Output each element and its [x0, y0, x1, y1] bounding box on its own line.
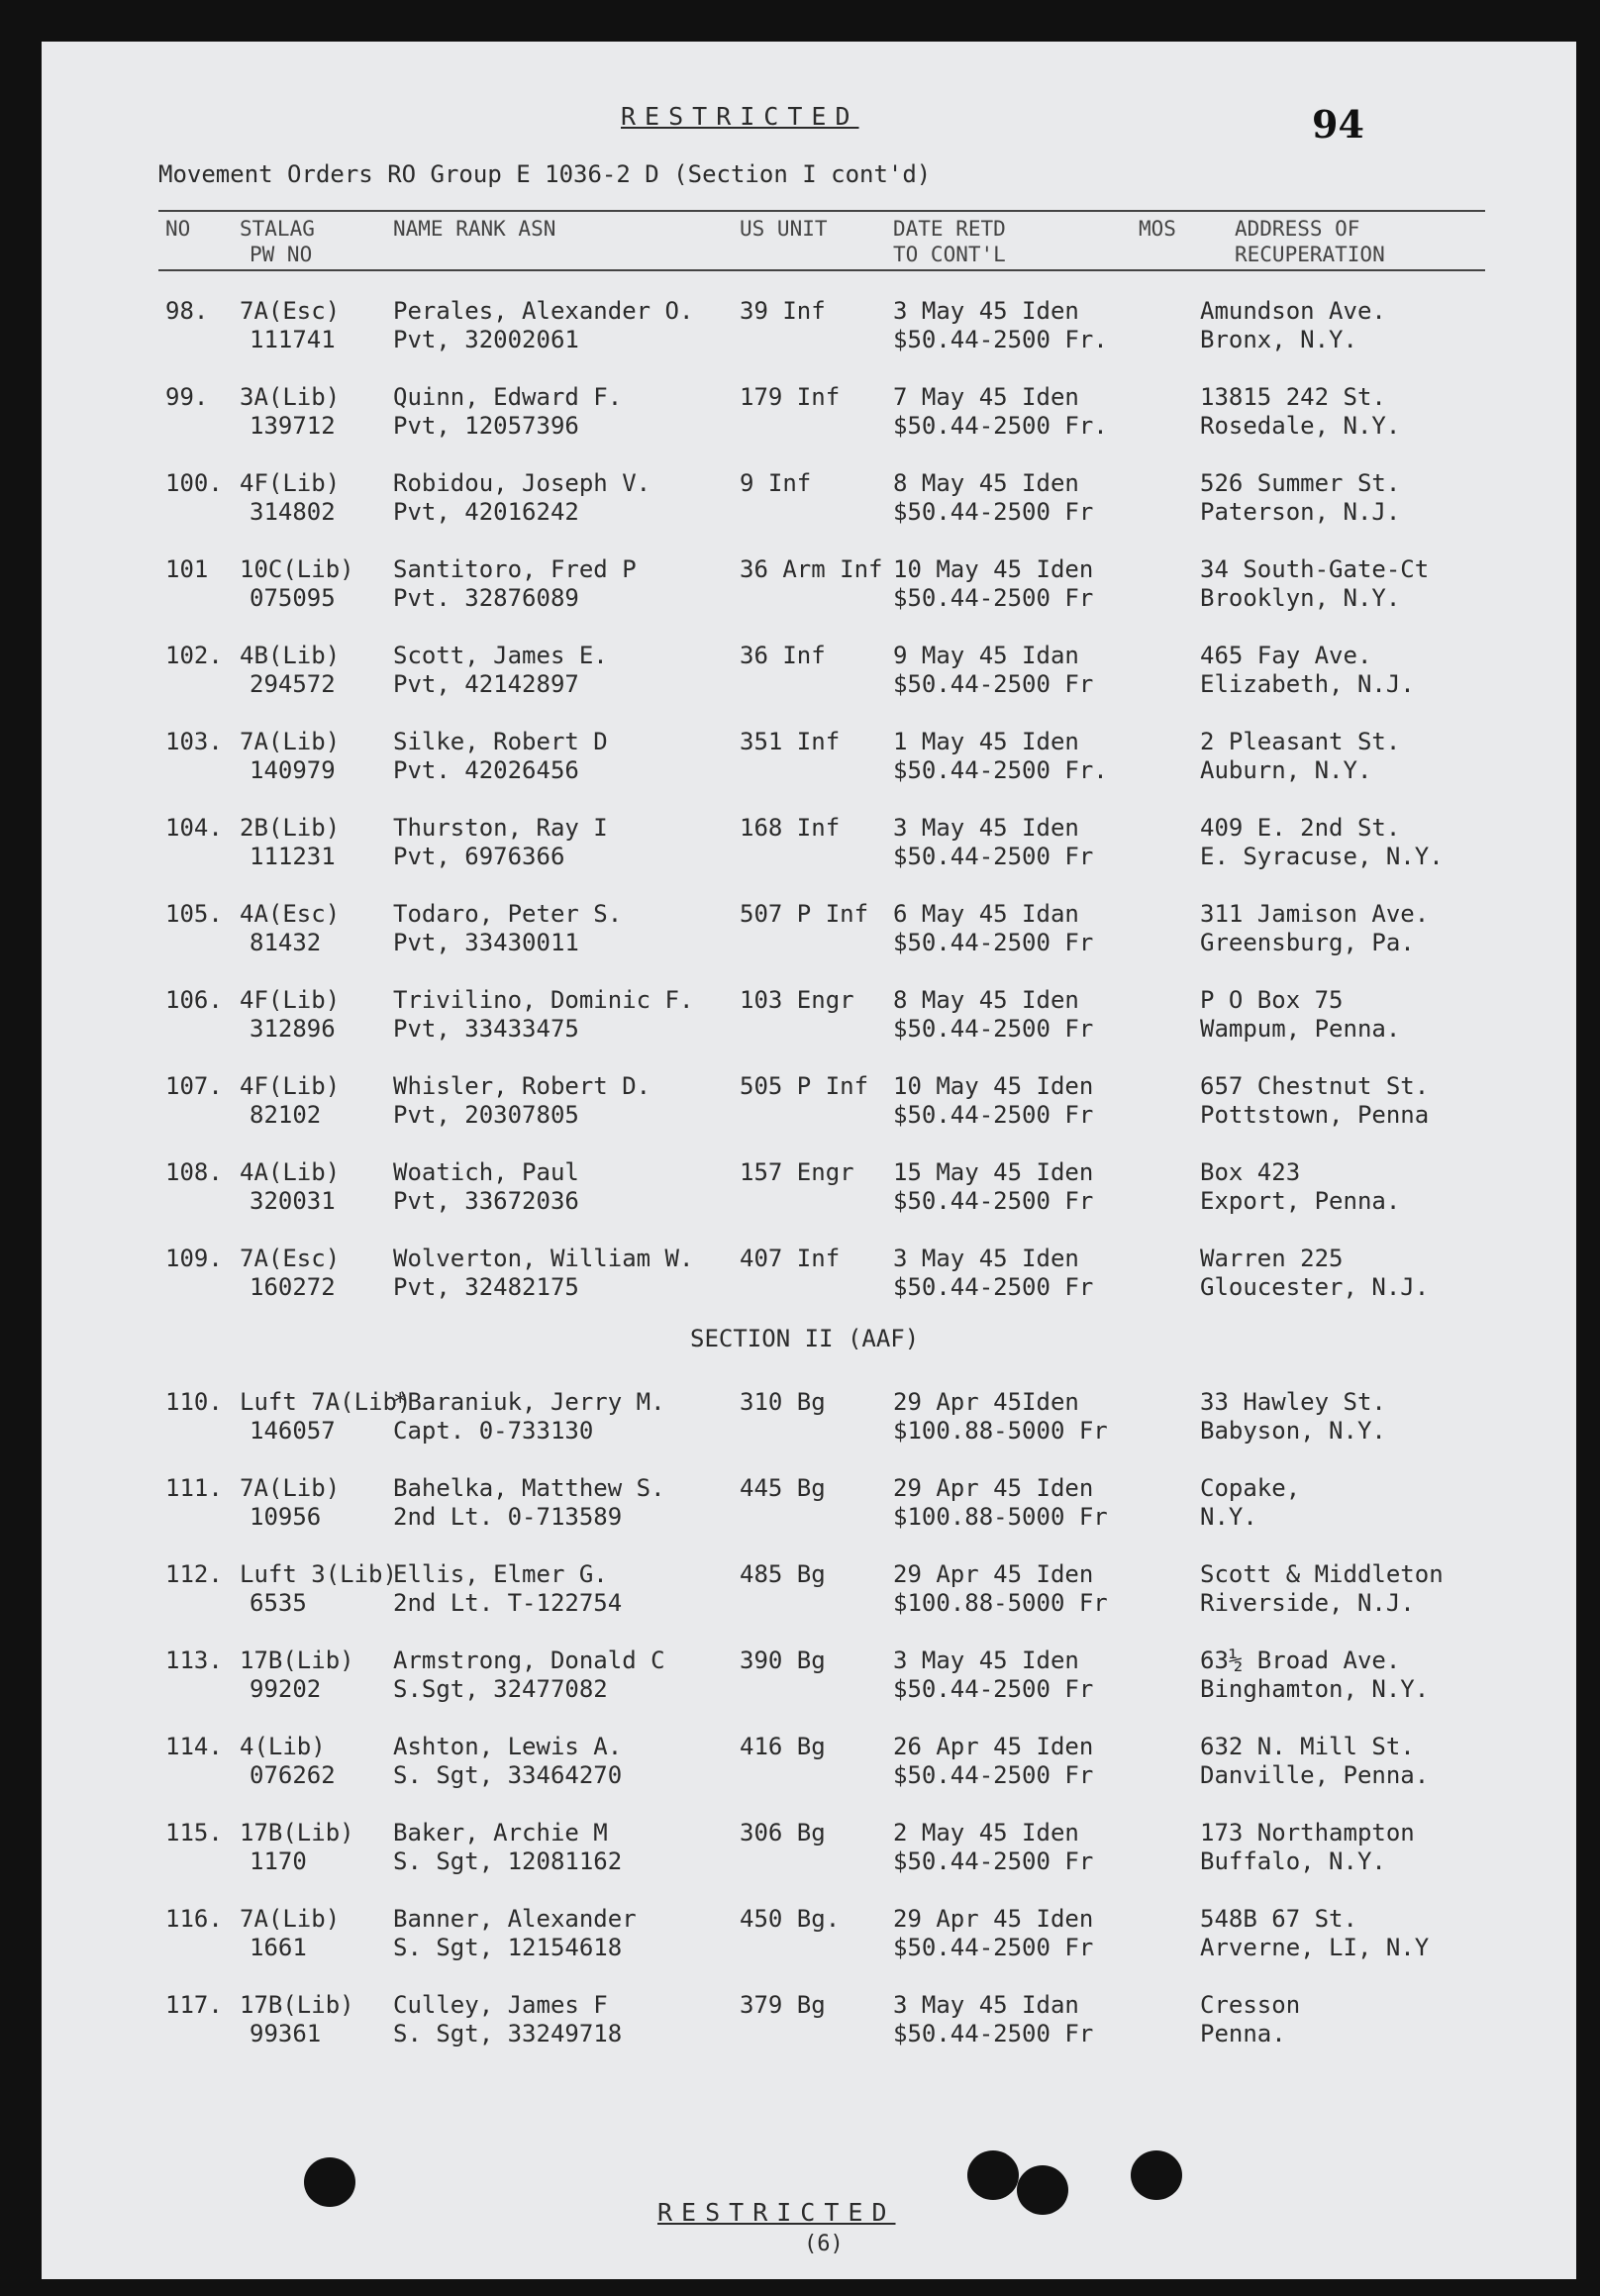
date-returned: 8 May 45 Iden — [893, 986, 1079, 1014]
row-number: 116. — [165, 1905, 223, 1933]
address-line1: 632 N. Mill St. — [1200, 1733, 1415, 1760]
stalag-name: 17B(Lib) — [240, 1819, 354, 1847]
pay-amount: $50.44-2500 Fr — [893, 1675, 1094, 1703]
pw-number: 1661 — [250, 1934, 307, 1961]
stalag-name: 4A(Esc) — [240, 900, 341, 928]
address-line2: Binghamton, N.Y. — [1200, 1675, 1430, 1703]
row-number: 101 — [165, 555, 209, 583]
address-line1: 33 Hawley St. — [1200, 1388, 1386, 1416]
address-line1: Warren 225 — [1200, 1245, 1344, 1272]
address-line2: Riverside, N.J. — [1200, 1589, 1415, 1617]
date-returned: 10 May 45 Iden — [893, 555, 1094, 583]
date-returned: 3 May 45 Iden — [893, 814, 1079, 842]
pw-number: 10956 — [250, 1503, 322, 1531]
pw-number: 146057 — [250, 1417, 336, 1445]
date-returned: 3 May 45 Iden — [893, 1647, 1079, 1674]
rank-asn: S.Sgt, 32477082 — [393, 1675, 608, 1703]
col-header-unit: US UNIT — [740, 217, 828, 241]
pay-amount: $50.44-2500 Fr — [893, 1015, 1094, 1043]
stalag-name: 7A(Lib) — [240, 1474, 341, 1502]
table-row — [42, 814, 1576, 873]
row-number: 112. — [165, 1560, 223, 1588]
soldier-name: Quinn, Edward F. — [393, 383, 623, 411]
pay-amount: $50.44-2500 Fr — [893, 1101, 1094, 1129]
pw-number: 320031 — [250, 1187, 336, 1215]
pay-amount: $100.88-5000 Fr — [893, 1503, 1108, 1531]
pay-amount: $50.44-2500 Fr — [893, 584, 1094, 612]
us-unit: 507 P Inf — [740, 900, 869, 928]
pay-amount: $50.44-2500 Fr — [893, 670, 1094, 698]
address-line1: 34 South-Gate-Ct — [1200, 555, 1430, 583]
col-header-pw-no: PW NO — [250, 243, 313, 266]
stalag-name: 4F(Lib) — [240, 1072, 341, 1100]
rank-asn: Pvt, 6976366 — [393, 843, 565, 870]
address-line1: 173 Northampton — [1200, 1819, 1415, 1847]
date-returned: 9 May 45 Idan — [893, 642, 1079, 669]
rank-asn: Pvt, 33430011 — [393, 929, 579, 956]
stalag-name: 7A(Esc) — [240, 1245, 341, 1272]
document-subtitle: Movement Orders RO Group E 1036-2 D (Section I cont'd) — [158, 160, 932, 188]
rank-asn: Pvt, 32002061 — [393, 326, 579, 353]
pw-number: 1170 — [250, 1847, 307, 1875]
rank-asn: Pvt. 32876089 — [393, 584, 579, 612]
address-line2: Export, Penna. — [1200, 1187, 1401, 1215]
address-line2: Buffalo, N.Y. — [1200, 1847, 1386, 1875]
rank-asn: S. Sgt, 12081162 — [393, 1847, 623, 1875]
address-line1: 13815 242 St. — [1200, 383, 1386, 411]
address-line2: Elizabeth, N.J. — [1200, 670, 1415, 698]
date-returned: 1 May 45 Iden — [893, 728, 1079, 755]
pay-amount: $50.44-2500 Fr — [893, 1847, 1094, 1875]
us-unit: 9 Inf — [740, 469, 812, 497]
table-row — [42, 1819, 1576, 1878]
row-number: 100. — [165, 469, 223, 497]
date-returned: 3 May 45 Idan — [893, 1991, 1079, 2019]
table-row — [42, 728, 1576, 787]
soldier-name: Culley, James F — [393, 1991, 608, 2019]
col-header-name: NAME RANK ASN — [393, 217, 556, 241]
date-returned: 10 May 45 Iden — [893, 1072, 1094, 1100]
address-line1: Copake, — [1200, 1474, 1301, 1502]
punch-hole — [967, 2150, 1019, 2200]
date-returned: 29 Apr 45 Iden — [893, 1474, 1094, 1502]
rank-asn: Pvt. 42026456 — [393, 756, 579, 784]
pw-number: 140979 — [250, 756, 336, 784]
stalag-name: 4A(Lib) — [240, 1158, 341, 1186]
date-returned: 3 May 45 Iden — [893, 297, 1079, 325]
date-returned: 15 May 45 Iden — [893, 1158, 1094, 1186]
pw-number: 076262 — [250, 1761, 336, 1789]
pay-amount: $50.44-2500 Fr — [893, 929, 1094, 956]
row-number: 111. — [165, 1474, 223, 1502]
us-unit: 505 P Inf — [740, 1072, 869, 1100]
row-number: 99. — [165, 383, 209, 411]
pw-number: 82102 — [250, 1101, 322, 1129]
table-row — [42, 1072, 1576, 1132]
stalag-name: Luft 3(Lib) — [240, 1560, 397, 1588]
us-unit: 450 Bg. — [740, 1905, 841, 1933]
row-number: 115. — [165, 1819, 223, 1847]
stalag-name: 7A(Esc) — [240, 297, 341, 325]
pw-number: 160272 — [250, 1273, 336, 1301]
table-row — [42, 986, 1576, 1046]
us-unit: 379 Bg — [740, 1991, 826, 2019]
soldier-name: Scott, James E. — [393, 642, 608, 669]
rank-asn: Pvt, 42016242 — [393, 498, 579, 526]
address-line1: 657 Chestnut St. — [1200, 1072, 1430, 1100]
date-returned: 26 Apr 45 Iden — [893, 1733, 1094, 1760]
col-header-address: ADDRESS OF — [1235, 217, 1360, 241]
table-row — [42, 1647, 1576, 1706]
address-line2: Paterson, N.J. — [1200, 498, 1401, 526]
pay-amount: $50.44-2500 Fr — [893, 1273, 1094, 1301]
rank-asn: Pvt, 33672036 — [393, 1187, 579, 1215]
pw-number: 81432 — [250, 929, 322, 956]
restricted-heading: RESTRICTED — [621, 102, 859, 131]
stalag-name: 4F(Lib) — [240, 469, 341, 497]
pay-amount: $50.44-2500 Fr — [893, 1761, 1094, 1789]
table-row — [42, 1560, 1576, 1620]
pay-amount: $100.88-5000 Fr — [893, 1589, 1108, 1617]
pw-number: 139712 — [250, 412, 336, 440]
address-line2: Auburn, N.Y. — [1200, 756, 1372, 784]
date-returned: 29 Apr 45Iden — [893, 1388, 1079, 1416]
row-number: 103. — [165, 728, 223, 755]
pay-amount: $50.44-2500 Fr — [893, 1934, 1094, 1961]
stalag-name: 3A(Lib) — [240, 383, 341, 411]
date-returned: 3 May 45 Iden — [893, 1245, 1079, 1272]
table-row — [42, 1245, 1576, 1304]
soldier-name: Banner, Alexander — [393, 1905, 637, 1933]
address-line2: E. Syracuse, N.Y. — [1200, 843, 1444, 870]
us-unit: 310 Bg — [740, 1388, 826, 1416]
soldier-name: *Baraniuk, Jerry M. — [393, 1388, 665, 1416]
address-line1: 548B 67 St. — [1200, 1905, 1357, 1933]
pay-amount: $50.44-2500 Fr — [893, 843, 1094, 870]
pw-number: 99361 — [250, 2020, 322, 2047]
stalag-name: 10C(Lib) — [240, 555, 354, 583]
table-row — [42, 1991, 1576, 2050]
rank-asn: S. Sgt, 33464270 — [393, 1761, 623, 1789]
col-header-mos: MOS — [1139, 217, 1176, 241]
row-number: 117. — [165, 1991, 223, 2019]
punch-hole — [1131, 2150, 1182, 2200]
col-header-date-line2: TO CONT'L — [893, 243, 1006, 266]
us-unit: 306 Bg — [740, 1819, 826, 1847]
col-header-date: DATE RETD — [893, 217, 1006, 241]
address-line1: 311 Jamison Ave. — [1200, 900, 1430, 928]
rank-asn: Capt. 0-733130 — [393, 1417, 594, 1445]
section-ii-heading: SECTION II (AAF) — [690, 1325, 920, 1352]
us-unit: 179 Inf — [740, 383, 841, 411]
row-number: 105. — [165, 900, 223, 928]
punch-hole — [304, 2157, 355, 2207]
address-line1: P O Box 75 — [1200, 986, 1344, 1014]
stalag-name: 4F(Lib) — [240, 986, 341, 1014]
pw-number: 6535 — [250, 1589, 307, 1617]
col-header-no: NO — [165, 217, 191, 241]
address-line2: Danville, Penna. — [1200, 1761, 1430, 1789]
address-line1: Cresson — [1200, 1991, 1301, 2019]
pw-number: 111231 — [250, 843, 336, 870]
col-header-address-line2: RECUPERATION — [1235, 243, 1385, 266]
pay-amount: $50.44-2500 Fr. — [893, 326, 1108, 353]
us-unit: 157 Engr — [740, 1158, 854, 1186]
pay-amount: $50.44-2500 Fr — [893, 2020, 1094, 2047]
date-returned: 6 May 45 Idan — [893, 900, 1079, 928]
table-row — [42, 900, 1576, 959]
rank-asn: 2nd Lt. T-122754 — [393, 1589, 623, 1617]
address-line1: 63½ Broad Ave. — [1200, 1647, 1401, 1674]
restricted-footer: RESTRICTED — [657, 2198, 896, 2227]
stalag-name: 7A(Lib) — [240, 728, 341, 755]
row-number: 108. — [165, 1158, 223, 1186]
soldier-name: Santitoro, Fred P — [393, 555, 637, 583]
table-row — [42, 1388, 1576, 1447]
punch-hole — [1017, 2165, 1068, 2215]
rank-asn: Pvt, 32482175 — [393, 1273, 579, 1301]
pay-amount: $50.44-2500 Fr. — [893, 756, 1108, 784]
document-page — [42, 42, 1576, 2279]
table-row — [42, 1905, 1576, 1964]
us-unit: 445 Bg — [740, 1474, 826, 1502]
table-row — [42, 555, 1576, 615]
header-bottom-rule — [158, 269, 1485, 271]
stalag-name: 4(Lib) — [240, 1733, 326, 1760]
col-header-stalag: STALAG — [240, 217, 315, 241]
pw-number: 294572 — [250, 670, 336, 698]
us-unit: 168 Inf — [740, 814, 841, 842]
address-line2: Greensburg, Pa. — [1200, 929, 1415, 956]
rank-asn: Pvt, 12057396 — [393, 412, 579, 440]
soldier-name: Whisler, Robert D. — [393, 1072, 651, 1100]
table-row — [42, 1474, 1576, 1534]
soldier-name: Wolverton, William W. — [393, 1245, 694, 1272]
us-unit: 39 Inf — [740, 297, 826, 325]
table-row — [42, 1733, 1576, 1792]
stalag-name: Luft 7A(Lib) — [240, 1388, 412, 1416]
rank-asn: S. Sgt, 33249718 — [393, 2020, 623, 2047]
us-unit: 103 Engr — [740, 986, 854, 1014]
address-line2: Bronx, N.Y. — [1200, 326, 1357, 353]
address-line2: Arverne, LI, N.Y — [1200, 1934, 1430, 1961]
stalag-name: 17B(Lib) — [240, 1647, 354, 1674]
date-returned: 8 May 45 Iden — [893, 469, 1079, 497]
table-row — [42, 469, 1576, 529]
page-sub-number: (6) — [804, 2232, 844, 2256]
pay-amount: $50.44-2500 Fr — [893, 1187, 1094, 1215]
address-line1: Amundson Ave. — [1200, 297, 1386, 325]
soldier-name: Perales, Alexander O. — [393, 297, 694, 325]
pw-number: 111741 — [250, 326, 336, 353]
soldier-name: Woatich, Paul — [393, 1158, 579, 1186]
soldier-name: Ashton, Lewis A. — [393, 1733, 623, 1760]
date-returned: 29 Apr 45 Iden — [893, 1560, 1094, 1588]
pay-amount: $50.44-2500 Fr. — [893, 412, 1108, 440]
table-row — [42, 642, 1576, 701]
row-number: 114. — [165, 1733, 223, 1760]
address-line1: Scott & Middleton — [1200, 1560, 1444, 1588]
pw-number: 075095 — [250, 584, 336, 612]
soldier-name: Robidou, Joseph V. — [393, 469, 651, 497]
address-line1: 409 E. 2nd St. — [1200, 814, 1401, 842]
us-unit: 351 Inf — [740, 728, 841, 755]
address-line2: Penna. — [1200, 2020, 1286, 2047]
row-number: 109. — [165, 1245, 223, 1272]
header-top-rule — [158, 210, 1485, 212]
rank-asn: Pvt, 20307805 — [393, 1101, 579, 1129]
row-number: 106. — [165, 986, 223, 1014]
soldier-name: Thurston, Ray I — [393, 814, 608, 842]
rank-asn: Pvt, 33433475 — [393, 1015, 579, 1043]
address-line2: Gloucester, N.J. — [1200, 1273, 1430, 1301]
address-line1: 465 Fay Ave. — [1200, 642, 1372, 669]
pay-amount: $50.44-2500 Fr — [893, 498, 1094, 526]
rank-asn: S. Sgt, 12154618 — [393, 1934, 623, 1961]
row-number: 102. — [165, 642, 223, 669]
address-line1: Box 423 — [1200, 1158, 1301, 1186]
address-line2: Rosedale, N.Y. — [1200, 412, 1401, 440]
stalag-name: 17B(Lib) — [240, 1991, 354, 2019]
soldier-name: Armstrong, Donald C — [393, 1647, 665, 1674]
row-number: 113. — [165, 1647, 223, 1674]
pay-amount: $100.88-5000 Fr — [893, 1417, 1108, 1445]
address-line2: Babyson, N.Y. — [1200, 1417, 1386, 1445]
soldier-name: Bahelka, Matthew S. — [393, 1474, 665, 1502]
pw-number: 314802 — [250, 498, 336, 526]
date-returned: 7 May 45 Iden — [893, 383, 1079, 411]
row-number: 98. — [165, 297, 209, 325]
stalag-name: 7A(Lib) — [240, 1905, 341, 1933]
row-number: 104. — [165, 814, 223, 842]
stalag-name: 2B(Lib) — [240, 814, 341, 842]
us-unit: 36 Inf — [740, 642, 826, 669]
row-number: 107. — [165, 1072, 223, 1100]
table-row — [42, 1158, 1576, 1218]
date-returned: 2 May 45 Iden — [893, 1819, 1079, 1847]
soldier-name: Baker, Archie M — [393, 1819, 608, 1847]
page-number: 94 — [1312, 102, 1364, 147]
table-row — [42, 383, 1576, 443]
table-row — [42, 297, 1576, 356]
soldier-name: Todaro, Peter S. — [393, 900, 623, 928]
rank-asn: Pvt, 42142897 — [393, 670, 579, 698]
address-line1: 2 Pleasant St. — [1200, 728, 1401, 755]
pw-number: 312896 — [250, 1015, 336, 1043]
date-returned: 29 Apr 45 Iden — [893, 1905, 1094, 1933]
address-line2: Brooklyn, N.Y. — [1200, 584, 1401, 612]
address-line2: Wampum, Penna. — [1200, 1015, 1401, 1043]
row-number: 110. — [165, 1388, 223, 1416]
us-unit: 407 Inf — [740, 1245, 841, 1272]
soldier-name: Trivilino, Dominic F. — [393, 986, 694, 1014]
stalag-name: 4B(Lib) — [240, 642, 341, 669]
soldier-name: Ellis, Elmer G. — [393, 1560, 608, 1588]
us-unit: 485 Bg — [740, 1560, 826, 1588]
us-unit: 390 Bg — [740, 1647, 826, 1674]
us-unit: 416 Bg — [740, 1733, 826, 1760]
address-line1: 526 Summer St. — [1200, 469, 1401, 497]
soldier-name: Silke, Robert D — [393, 728, 608, 755]
pw-number: 99202 — [250, 1675, 322, 1703]
address-line2: N.Y. — [1200, 1503, 1257, 1531]
rank-asn: 2nd Lt. 0-713589 — [393, 1503, 623, 1531]
address-line2: Pottstown, Penna — [1200, 1101, 1430, 1129]
us-unit: 36 Arm Inf — [740, 555, 883, 583]
